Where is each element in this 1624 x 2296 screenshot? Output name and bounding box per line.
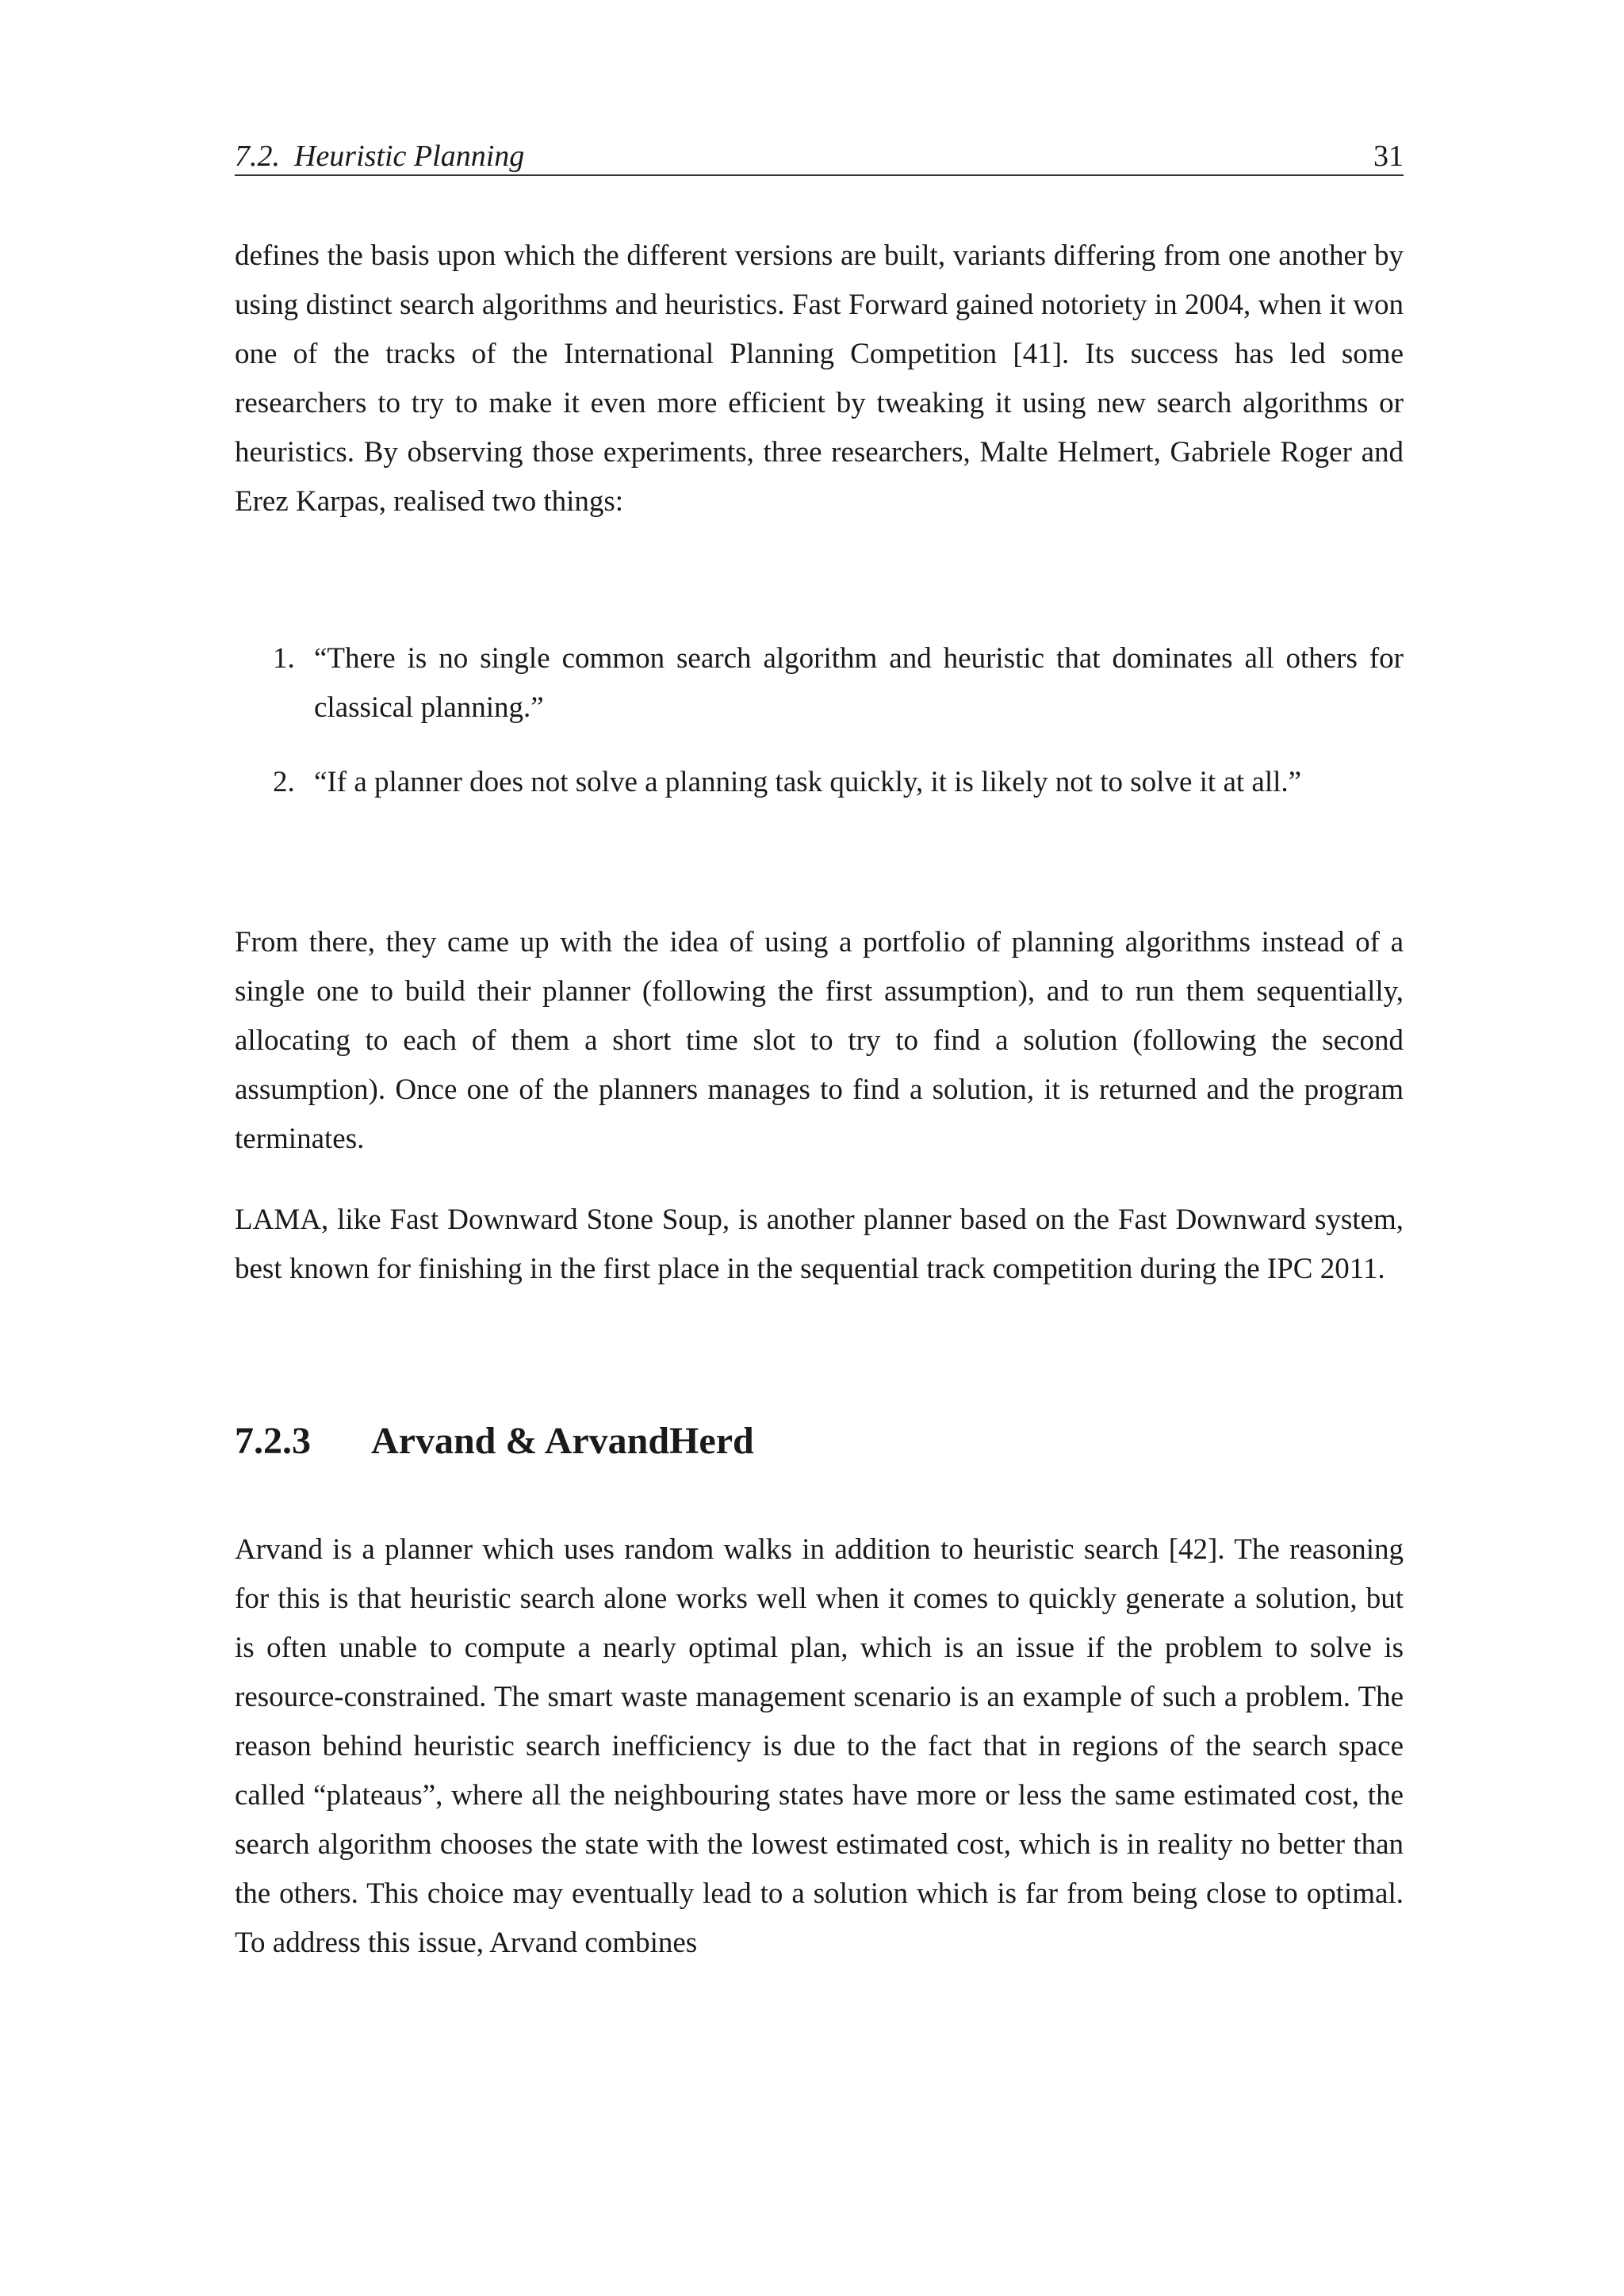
header-section-title: Heuristic Planning — [294, 140, 525, 173]
section-title: Arvand & ArvandHerd — [371, 1420, 754, 1462]
running-header — [235, 133, 1404, 176]
list-item-text: “If a planner does not solve a planning task quickly, it is likely not to solve it at all.” — [314, 766, 1302, 798]
page-number: 31 — [1373, 140, 1404, 173]
paragraph-arvand: Arvand is a planner which uses random walks in addition to heuristic search [42]. The reasoning for this is that heuristic search alone works well when it comes to quickly generate a solution, but is often unable to compute a nearly optimal plan, which is an issue if the problem to solve is resource-constrained. The smart waste management scenario is an example of such a problem. The reason behind heuristic search inefficiency is due to the fact that in regions of the search space called “plateaus”, where all the neighbouring states have more or less the same estimated cost, the search algorithm chooses the state with the lowest estimated cost, which is in reality no better than the others. This choice may eventually lead to a solution which is far from being close to optimal. To address this issue, Arvand combines — [235, 1533, 1404, 1959]
list-item — [235, 634, 1404, 733]
list-item — [235, 758, 1404, 807]
list-item-number: 2. — [273, 766, 295, 798]
enumerated-list — [235, 634, 1404, 832]
list-item-text: “There is no single common search algorithm and heuristic that dominates all others for classical planning.” — [314, 642, 1404, 724]
paragraph-intro: defines the basis upon which the different versions are built, variants differing from one another by using distinct search algorithms and heuristics. Fast Forward gained notoriety in 2004, when it won one of the tracks of the International Planning Competition [41]. Its success has led some researchers to try to make it even more efficient by tweaking it using new search algorithms or heuristics. By observing those experiments, three researchers, Malte Helmert, Gabriele Roger and Erez Karpas, realised two things: — [235, 239, 1404, 518]
list-item-number: 1. — [273, 642, 295, 675]
header-section-number: 7.2. — [235, 140, 280, 173]
document-page — [235, 0, 1404, 2296]
section-heading — [235, 1418, 1404, 1465]
paragraph-portfolio: From there, they came up with the idea of using a portfolio of planning algorithms instead of a single one to build their planner (following the first assumption), and to run them sequentially, allocating to each of them a short time slot to try to find a solution (following the second assumption). Once one of the planners manages to find a solution, it is returned and the program terminates. — [235, 926, 1404, 1155]
section-number: 7.2.3 — [235, 1420, 311, 1462]
header-section-label — [235, 138, 524, 174]
paragraph-lama: LAMA, like Fast Downward Stone Soup, is another planner based on the Fast Downward system, best known for finishing in the first place in the sequential track competition during the IPC 2011. — [235, 1203, 1404, 1285]
